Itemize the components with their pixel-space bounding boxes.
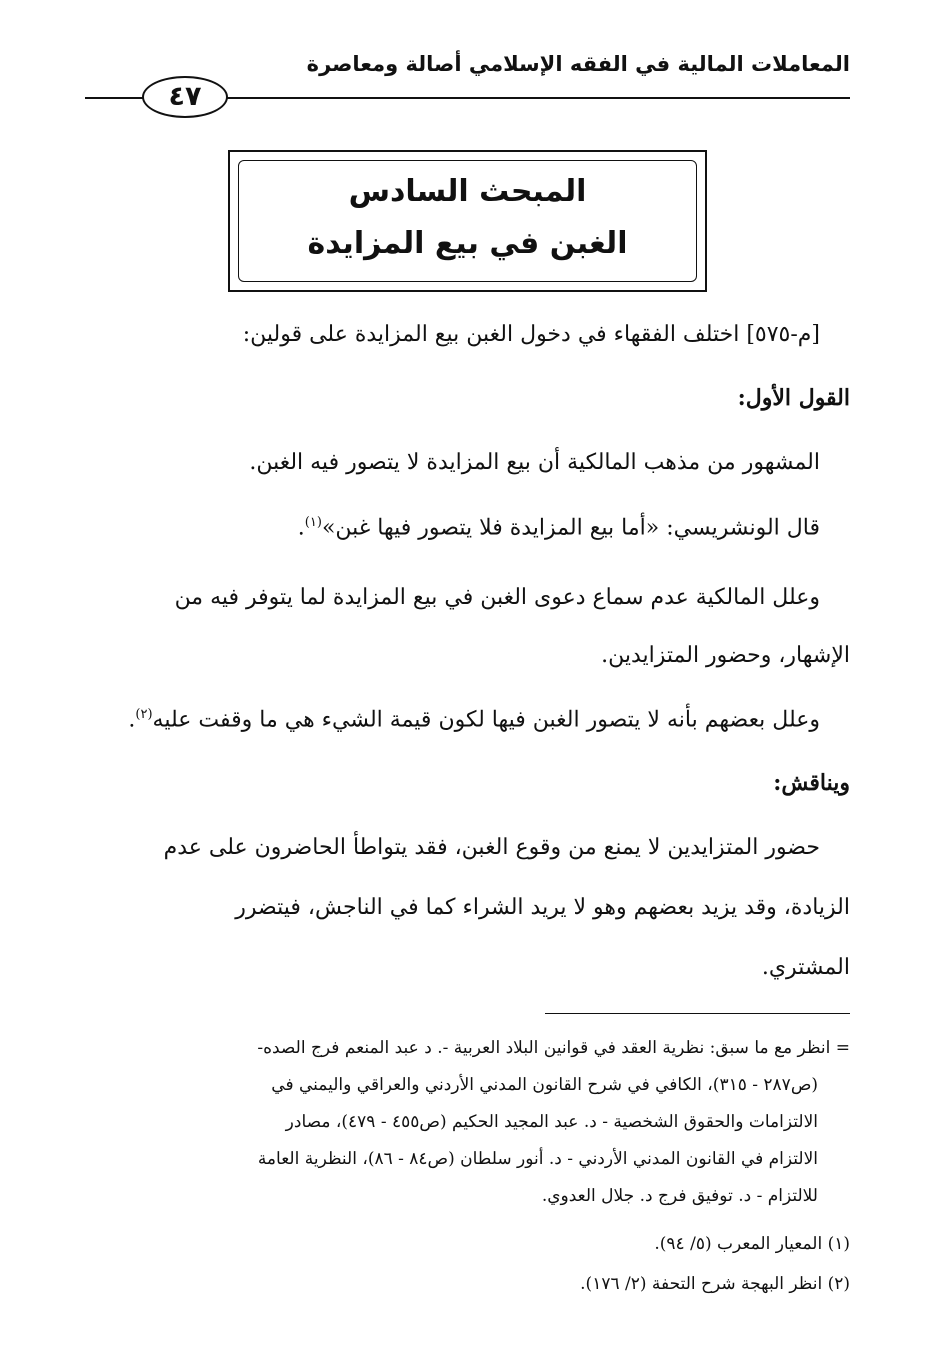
footnote-ref-1: (١) (304, 515, 322, 530)
footnote-continuation-line-5: للالتزام - د. توفيق فرج د. جلال العدوي. (541, 1186, 818, 1206)
reasoning-2-text: وعلل بعضهم بأنه لا يتصور الغبن فيها لكون قيمة الشيء هي ما وقفت عليه (152, 707, 820, 733)
wansharisi-quote (298, 515, 820, 540)
footnote-continuation-line-1: = انظر مع ما سبق: نظرية العقد في قوانين البلاد العربية -. د عبد المنعم فرج الصده- (257, 1038, 850, 1058)
footnote-continuation-line-2: (ص٢٨٧ - ٣١٥)، الكافي في شرح القانون المدني الأردني والعراقي واليمني في (271, 1075, 818, 1095)
reasoning-line-1: وعلل المالكية عدم سماع دعوى الغبن في بيع المزايدة لما يتوفر فيه من (174, 585, 820, 610)
footnote-ref-2: (٢) (135, 707, 153, 722)
section-title: المبحث السادس (348, 174, 587, 209)
intro-paragraph: [م-٥٧٥] اختلف الفقهاء في دخول الغبن بيع المزايدة على قولين: (242, 322, 820, 347)
discussion-heading: ويناقش: (773, 770, 850, 796)
discussion-line-1: حضور المتزايدين لا يمنع من وقوع الغبن، فقد يتواطأ الحاضرون على عدم (163, 835, 820, 860)
discussion-line-3: المشتري. (761, 955, 850, 980)
reasoning-line-2: الإشهار، وحضور المتزايدين. (601, 643, 850, 668)
footnote-continuation-line-4: الالتزام في القانون المدني الأردني - د. أنور سلطان (ص٨٤ - ٨٦)، النظرية العامة (257, 1149, 818, 1169)
wansharisi-quote-text: قال الونشريسي: «أما بيع المزايدة فلا يتصور فيها غبن» (321, 515, 820, 541)
footnote-2: (٢) انظر البهجة شرح التحفة (٢/ ١٧٦). (580, 1274, 850, 1294)
footnote-1: (١) المعيار المعرب (٥/ ٩٤). (654, 1234, 850, 1254)
page-number: ٤٧ (142, 76, 228, 118)
footnote-continuation-line-3: الالتزامات والحقوق الشخصية - د. عبد المجيد الحكيم (ص٤٥٥ - ٤٧٩)، مصادر (285, 1112, 818, 1132)
running-head: المعاملات المالية في الفقه الإسلامي أصالة ومعاصرة (306, 52, 850, 76)
quote-end: . (297, 515, 305, 541)
maliki-opinion-paragraph: المشهور من مذهب المالكية أن بيع المزايدة لا يتصور فيه الغبن. (249, 450, 820, 475)
section-subtitle: الغبن في بيع المزايدة (307, 226, 628, 261)
first-opinion-heading: القول الأول: (737, 385, 850, 411)
reasoning-2-end: . (128, 707, 136, 733)
reasoning-2-paragraph (128, 707, 820, 732)
discussion-line-2: الزيادة، وقد يزيد بعضهم وهو لا يريد الشراء كما في الناجش، فيتضرر (235, 895, 850, 920)
footnote-separator (545, 1013, 850, 1014)
section-title-box (228, 150, 707, 292)
